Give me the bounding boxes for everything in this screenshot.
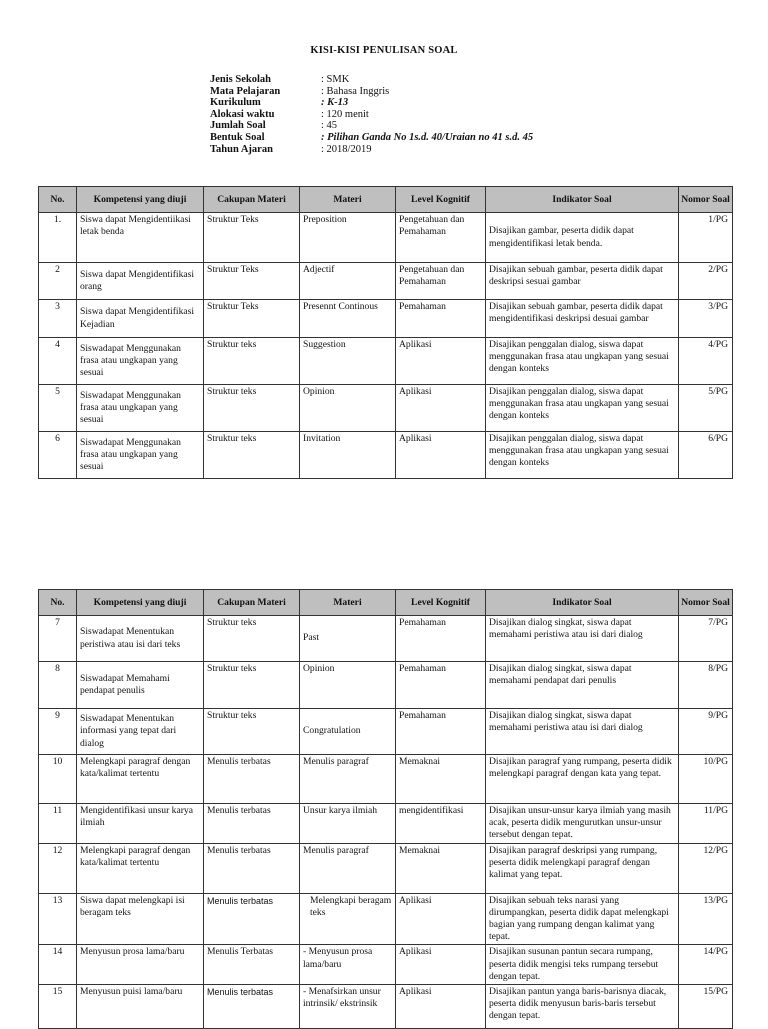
cell-level: Memaknai: [396, 843, 486, 893]
cell-no: 8: [39, 662, 77, 709]
table-row: [39, 945, 733, 985]
cell-level: Pemahaman: [396, 709, 486, 755]
cell-kompetensi: Siswa dapat Mengidentiikasi letak benda: [77, 213, 204, 263]
meta-row: [210, 144, 533, 156]
cell-level: mengidentifikasi: [396, 804, 486, 844]
header-indikator: Indikator Soal: [486, 590, 679, 616]
cell-materi: Invitation: [300, 432, 396, 479]
cell-no: 14: [39, 945, 77, 985]
cell-no: 5: [39, 385, 77, 432]
cell-level: Pengetahuan dan Pemahaman: [396, 263, 486, 300]
cell-materi: Preposition: [300, 213, 396, 263]
grid-table-2: [38, 589, 733, 1029]
cell-no: 12: [39, 843, 77, 893]
table-row: [39, 662, 733, 709]
cell-materi: - Menyusun prosa lama/baru: [300, 945, 396, 985]
cell-cakupan: Menulis terbatas: [204, 843, 300, 893]
cell-no: 11: [39, 804, 77, 844]
cell-materi: Past: [300, 616, 396, 662]
cell-level: Pengetahuan dan Pemahaman: [396, 213, 486, 263]
cell-level: Pemahaman: [396, 616, 486, 662]
meta-key: Alokasi waktu: [210, 108, 275, 120]
meta-value: : Pilihan Ganda No 1s.d. 40/Uraian no 41 s.d. 45: [321, 131, 534, 143]
cell-materi: Presennt Continous: [300, 300, 396, 338]
cell-materi: Adjectif: [300, 263, 396, 300]
cell-level: Aplikasi: [396, 338, 486, 385]
cell-indikator: Disajikan sebuah gambar, peserta didik dapat mengidentifikasi deskripsi desuai gambar: [486, 300, 679, 338]
meta-key: Jumlah Soal: [210, 120, 266, 132]
cell-no: 2: [39, 263, 77, 300]
header-indikator: Indikator Soal: [486, 187, 679, 213]
cell-kompetensi: Melengkapi paragraf dengan kata/kalimat tertentu: [77, 755, 204, 804]
header-level: Level Kognitif: [396, 187, 486, 213]
cell-indikator: Disajikan gambar, peserta didik dapat mengidentifikasi letak benda.: [486, 213, 679, 263]
cell-kompetensi: Siswa dapat melengkapi isi beragam teks: [77, 893, 204, 945]
document-meta: [210, 74, 533, 155]
cell-nomor: 10/PG: [679, 755, 733, 804]
cell-kompetensi: Siswa dapat Mengidentifikasi Kejadian: [77, 300, 204, 338]
cell-cakupan: Menulis terbatas: [204, 893, 300, 945]
cell-kompetensi: Siswadapat Menentukan peristiwa atau isi dari teks: [77, 616, 204, 662]
cell-cakupan: Struktur teks: [204, 662, 300, 709]
cell-cakupan: Menulis terbatas: [204, 804, 300, 844]
meta-row: [210, 132, 533, 144]
cell-kompetensi: Siswadapat Memahami pendapat penulis: [77, 662, 204, 709]
table-row: [39, 385, 733, 432]
meta-key: Bentuk Soal: [210, 131, 265, 143]
cell-nomor: 8/PG: [679, 662, 733, 709]
cell-indikator: Disajikan paragraf yang rumpang, peserta didik melengkapi paragraf dengan kata yang tepat.: [486, 755, 679, 804]
meta-key: Jenis Sekolah: [210, 74, 271, 85]
meta-key: Kurikulum: [210, 97, 261, 109]
cell-nomor: 9/PG: [679, 709, 733, 755]
cell-level: Aplikasi: [396, 385, 486, 432]
cell-nomor: 1/PG: [679, 213, 733, 263]
cell-level: Pemahaman: [396, 300, 486, 338]
meta-row: [210, 97, 533, 109]
meta-value: : Bahasa Inggris: [321, 85, 390, 97]
cell-no: 4: [39, 338, 77, 385]
cell-indikator: Disajikan dialog singkat, siswa dapat memahami pendapat dari penulis: [486, 662, 679, 709]
cell-nomor: 3/PG: [679, 300, 733, 338]
header-level: Level Kognitif: [396, 590, 486, 616]
header-cakupan: Cakupan Materi: [204, 187, 300, 213]
cell-cakupan: Struktur Teks: [204, 213, 300, 263]
cell-no: 7: [39, 616, 77, 662]
cell-cakupan: Menulis Terbatas: [204, 945, 300, 985]
table-header-row: [39, 590, 733, 616]
header-no: No.: [39, 187, 77, 213]
cell-indikator: Disajikan penggalan dialog, siswa dapat menggunakan frasa atau ungkapan yang sesuai dengan konteks: [486, 432, 679, 479]
table-row: [39, 213, 733, 263]
cell-kompetensi: Siswadapat Menggunakan frasa atau ungkapan yang sesuai: [77, 385, 204, 432]
cell-nomor: 11/PG: [679, 804, 733, 844]
cell-indikator: Disajikan sebuah gambar, peserta didik dapat deskripsi sesuai gambar: [486, 263, 679, 300]
cell-kompetensi: Siswadapat Menggunakan frasa atau ungkapan yang sesuai: [77, 338, 204, 385]
cell-indikator: Disajikan penggalan dialog, siswa dapat menggunakan frasa atau ungkapan yang sesuai dengan konteks: [486, 338, 679, 385]
table-row: [39, 755, 733, 804]
cell-cakupan: Struktur teks: [204, 432, 300, 479]
header-kompetensi: Kompetensi yang diuji: [77, 187, 204, 213]
meta-value: : K-13: [321, 97, 349, 109]
meta-row: [210, 86, 533, 98]
cell-cakupan: Struktur Teks: [204, 300, 300, 338]
cell-level: Aplikasi: [396, 945, 486, 985]
cell-kompetensi: Mengidentifikasi unsur karya ilmiah: [77, 804, 204, 844]
header-nomor: Nomor Soal: [679, 590, 733, 616]
cell-nomor: 4/PG: [679, 338, 733, 385]
cell-kompetensi: Melengkapi paragraf dengan kata/kalimat tertentu: [77, 843, 204, 893]
table-row: [39, 263, 733, 300]
table-row: [39, 985, 733, 1029]
cell-indikator: Disajikan paragraf deskripsi yang rumpang, peserta didik melengkapi paragraf dengan kalimat yang tepat.: [486, 843, 679, 893]
cell-indikator: Disajikan sebuah teks narasi yang dirumpangkan, peserta didik dapat melengkapi bagian yang rumpang dengan kalimat yang tepat.: [486, 893, 679, 945]
cell-materi: Opinion: [300, 662, 396, 709]
grid-table-1: [38, 186, 733, 479]
meta-value: : 45: [321, 120, 338, 132]
cell-no: 15: [39, 985, 77, 1029]
cell-cakupan: Struktur teks: [204, 709, 300, 755]
table-row: [39, 804, 733, 844]
meta-row: [210, 120, 533, 132]
cell-nomor: 5/PG: [679, 385, 733, 432]
cell-materi: - Menafsirkan unsur intrinsik/ ekstrinsik: [300, 985, 396, 1029]
cell-indikator: Disajikan dialog singkat, siswa dapat memahami peristiwa atau isi dari dialog: [486, 709, 679, 755]
meta-value: : 120 menit: [321, 108, 369, 120]
cell-nomor: 15/PG: [679, 985, 733, 1029]
cell-cakupan: Struktur teks: [204, 338, 300, 385]
header-materi: Materi: [300, 590, 396, 616]
cell-kompetensi: Siswadapat Menentukan informasi yang tepat dari dialog: [77, 709, 204, 755]
cell-no: 6: [39, 432, 77, 479]
table-row: [39, 843, 733, 893]
document-title: KISI-KISI PENULISAN SOAL: [310, 45, 458, 56]
table-row: [39, 300, 733, 338]
cell-level: Pemahaman: [396, 662, 486, 709]
cell-no: 10: [39, 755, 77, 804]
header-no: No.: [39, 590, 77, 616]
cell-materi: Melengkapi beragam teks: [300, 893, 396, 945]
cell-indikator: Disajikan susunan pantun secara rumpang, peserta didik mengisi teks rumpang tersebut dengan tepat.: [486, 945, 679, 985]
table-header-row: [39, 187, 733, 213]
cell-no: 13: [39, 893, 77, 945]
cell-materi: Suggestion: [300, 338, 396, 385]
header-materi: Materi: [300, 187, 396, 213]
cell-nomor: 13/PG: [679, 893, 733, 945]
cell-indikator: Disajikan penggalan dialog, siswa dapat menggunakan frasa atau ungkapan yang sesuai dengan konteks: [486, 385, 679, 432]
cell-indikator: Disajikan unsur-unsur karya ilmiah yang masih acak, peserta didik mengurutkan unsur-unsur tersebut dengan tepat.: [486, 804, 679, 844]
cell-level: Memaknai: [396, 755, 486, 804]
cell-nomor: 6/PG: [679, 432, 733, 479]
header-nomor: Nomor Soal: [679, 187, 733, 213]
cell-cakupan: Struktur Teks: [204, 263, 300, 300]
table-row: [39, 432, 733, 479]
meta-key: Mata Pelajaran: [210, 85, 281, 97]
cell-no: 9: [39, 709, 77, 755]
cell-no: 1.: [39, 213, 77, 263]
meta-value: : 2018/2019: [321, 143, 372, 155]
cell-kompetensi: Menyusun prosa lama/baru: [77, 945, 204, 985]
cell-indikator: Disajikan pantun yanga baris-barisnya diacak, peserta didik menyusun baris-baris tersebut dengan tepat.: [486, 985, 679, 1029]
cell-level: Aplikasi: [396, 432, 486, 479]
cell-nomor: 2/PG: [679, 263, 733, 300]
table-row: [39, 893, 733, 945]
cell-level: Aplikasi: [396, 985, 486, 1029]
meta-value: : SMK: [321, 74, 350, 85]
meta-row: [210, 74, 533, 86]
cell-nomor: 14/PG: [679, 945, 733, 985]
cell-kompetensi: Siswadapat Menggunakan frasa atau ungkapan yang sesuai: [77, 432, 204, 479]
cell-kompetensi: Siswa dapat Mengidentifikasi orang: [77, 263, 204, 300]
meta-key: Tahun Ajaran: [210, 143, 273, 155]
cell-materi: Congratulation: [300, 709, 396, 755]
cell-materi: Menulis paragraf: [300, 755, 396, 804]
table-row: [39, 616, 733, 662]
header-cakupan: Cakupan Materi: [204, 590, 300, 616]
cell-nomor: 7/PG: [679, 616, 733, 662]
cell-cakupan: Menulis terbatas: [204, 985, 300, 1029]
cell-level: Aplikasi: [396, 893, 486, 945]
cell-materi: Menulis paragraf: [300, 843, 396, 893]
cell-cakupan: Menulis terbatas: [204, 755, 300, 804]
cell-nomor: 12/PG: [679, 843, 733, 893]
cell-no: 3: [39, 300, 77, 338]
cell-indikator: Disajikan dialog singkat, siswa dapat memahami peristiwa atau isi dari dialog: [486, 616, 679, 662]
table-row: [39, 338, 733, 385]
cell-cakupan: Struktur teks: [204, 385, 300, 432]
cell-materi: Unsur karya ilmiah: [300, 804, 396, 844]
cell-materi: Opinion: [300, 385, 396, 432]
meta-row: [210, 109, 533, 121]
cell-kompetensi: Menyusun puisi lama/baru: [77, 985, 204, 1029]
header-kompetensi: Kompetensi yang diuji: [77, 590, 204, 616]
cell-cakupan: Struktur teks: [204, 616, 300, 662]
table-row: [39, 709, 733, 755]
